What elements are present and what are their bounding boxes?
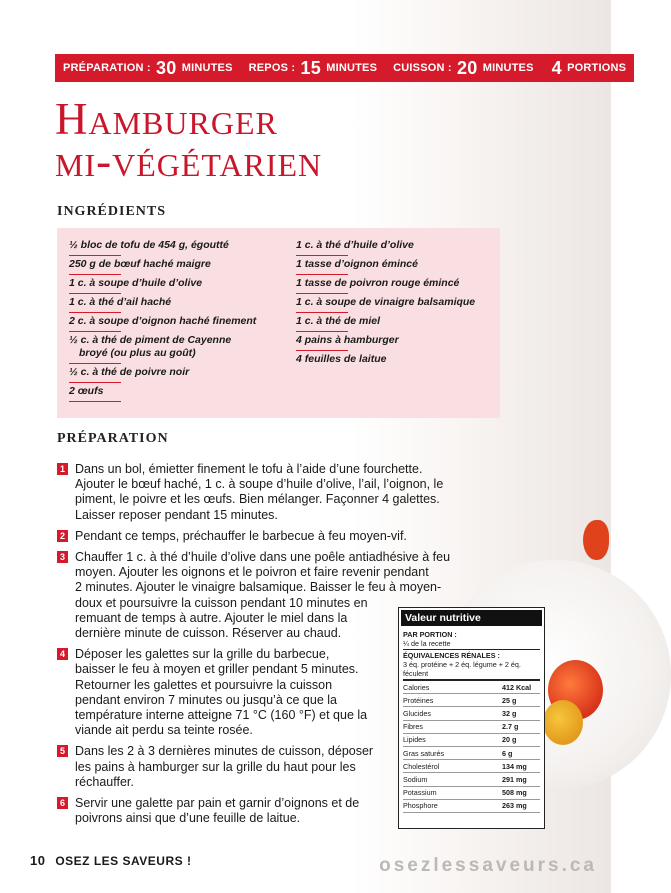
step-number: 6 [57, 797, 68, 809]
step-text: Dans un bol, émietter finement le tofu à l’aide d’une fourchette. Ajouter le bœuf haché, 1 c. à soupe d’huile d’olive, l’ail, l’oignon, le piment, le poivre et les œufs. Bien mélanger. Façonner 4 galettes. Laisser reposer pendant 15 minutes. [75, 462, 444, 522]
ingredient-item: ½ bloc de tofu de 454 g, égoutté [69, 239, 284, 256]
rest-time-badge: REPOS : 15 MINUTES [241, 54, 386, 82]
step-text: Servir une galette par pain et garnir d’oignons et de poivrons ainsi que d’une feuille de laitue. [75, 796, 360, 826]
nutrition-row: Lipides 20 g [403, 733, 540, 746]
nutrition-row: Calories 412 Kcal [403, 681, 540, 694]
page-footer [30, 853, 191, 868]
ingredient-item: 4 pains à hamburger [296, 334, 496, 351]
servings-badge: 4 PORTIONS [542, 54, 635, 82]
title-line-1: Hamburger [55, 94, 278, 144]
preparation-heading: PRÉPARATION [57, 431, 169, 446]
ingredients-right-column [296, 239, 496, 372]
nutrition-row: Phosphore 263 mg [403, 799, 540, 812]
magazine-name: OSEZ LES SAVEURS ! [55, 854, 192, 868]
step-number: 4 [57, 648, 68, 660]
title-line-2: mi-végétarien [55, 136, 323, 186]
nutrition-title: Valeur nutritive [401, 610, 542, 626]
ingredient-item: 1 c. à thé d’ail haché [69, 296, 284, 313]
nutrition-row: Cholestérol 134 mg [403, 760, 540, 773]
nutrition-row: Gras saturés 6 g [403, 746, 540, 759]
ingredients-box [57, 228, 500, 418]
step-text: Déposer les galettes sur la grille du barbecue, baisser le feu à moyen et griller pendant 5 minutes. Retourner les galettes et poursuivre la cuisson pendant environ 7 minutes ou jusqu’à ce que la température interne atteigne 71 °C (160 °F) et que la viande ait perdu sa teinte rosée. [75, 647, 368, 738]
ingredient-item: 250 g de bœuf haché maigre [69, 258, 284, 275]
ingredient-line-2: broyé (ou plus au goût) [79, 347, 196, 359]
nutrition-equivalences [403, 650, 540, 681]
step-text: Chauffer 1 c. à thé d’huile d’olive dans une poêle antiadhésive à feu moyen. Ajouter les oignons et le poivron et faire revenir pendant 2 minutes. Ajouter le vinaigre balsamique. Baisser le feu à moyen- doux et poursuivre la cuisson pendant 10 minutes en remuant de temps à autre. Ajouter le miel dans la dernière minute de cuisson. Réserver au chaud. [75, 550, 451, 641]
ingredient-item: 2 c. à soupe d’oignon haché finement [69, 315, 284, 332]
step-number: 1 [57, 463, 68, 475]
step-text: Dans les 2 à 3 dernières minutes de cuisson, déposer les pains à hamburger sur la grille du haut pour les réchauffer. [75, 744, 374, 789]
ingredient-item: 2 œufs [69, 385, 284, 402]
recipe-title [55, 94, 323, 186]
recipe-info-badges [55, 54, 627, 82]
step-number: 2 [57, 530, 68, 542]
equivalences-value: 3 éq. protéine + 2 éq. légume + 2 éq. féculent [403, 660, 521, 678]
nutrition-serving [403, 629, 540, 650]
step-number: 5 [57, 745, 68, 757]
ingredient-item: 4 feuilles de laitue [296, 353, 387, 365]
nutrition-row: Fibres 2.7 g [403, 720, 540, 733]
ingredient-item: 1 c. à thé d’huile d’olive [296, 239, 496, 256]
ingredient-item: 1 c. à soupe d’huile d’olive [69, 277, 284, 294]
step-number: 3 [57, 551, 68, 563]
ingredient-item: 1 tasse de poivron rouge émincé [296, 277, 496, 294]
nutrition-row: Potassium 508 mg [403, 786, 540, 799]
page-number: 10 [30, 853, 46, 868]
prep-time-badge: PRÉPARATION : 30 MINUTES [55, 54, 241, 82]
ingredient-item: ½ c. à thé de poivre noir [69, 366, 284, 383]
ingredient-item: 1 c. à thé de miel [296, 315, 496, 332]
step-item [57, 529, 477, 544]
equivalences-label: ÉQUIVALENCES RÉNALES : [403, 651, 500, 660]
ingredient-line-1: ½ c. à thé de piment de Cayenne [69, 334, 232, 346]
ingredient-item: 1 tasse d’oignon émincé [296, 258, 496, 275]
nutrition-row: Protéines 25 g [403, 694, 540, 707]
pepper-image [583, 520, 609, 560]
nutrition-facts-panel [398, 607, 545, 829]
nutrition-row: Glucides 32 g [403, 707, 540, 720]
serving-label: PAR PORTION : [403, 630, 457, 639]
cook-time-badge: CUISSON : 20 MINUTES [385, 54, 542, 82]
serving-value: ¼ de la recette [403, 639, 451, 648]
ingredient-item: 1 c. à soupe de vinaigre balsamique [296, 296, 496, 313]
step-item [57, 462, 477, 523]
ingredients-heading: INGRÉDIENTS [57, 204, 167, 219]
website-watermark: osezlessaveurs.ca [379, 855, 597, 876]
ingredients-left-column [69, 239, 284, 404]
ingredient-item [69, 334, 284, 364]
yellow-pepper-image [543, 700, 583, 745]
step-text: Pendant ce temps, préchauffer le barbecue à feu moyen-vif. [75, 528, 407, 543]
nutrition-table [403, 681, 540, 813]
nutrition-row: Sodium 291 mg [403, 773, 540, 786]
